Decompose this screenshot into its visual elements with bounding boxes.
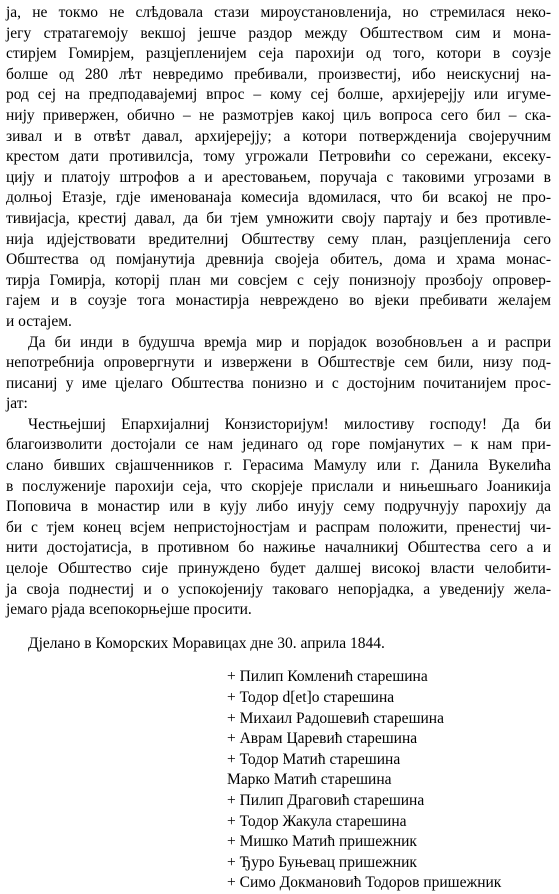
- text-line: целоје Обштество сије принуждено будет далшеј високој власти челобити-: [6, 560, 551, 578]
- text-line: нију привержен, обично – не размотрјев какој циљ вопроса сего бил – ска-: [6, 106, 551, 124]
- text-line: Да би инди в будушча времја мир и порјадок возобновљен а и распри: [28, 333, 551, 351]
- text-line: непотребнија опровергнути и извержени в Обштествје сем били, низу под-: [6, 354, 551, 372]
- closing-line: Дјелано в Коморских Моравицах дне 30. априла 1844.: [28, 634, 385, 652]
- signature-line: + Тодор Жакула старешина: [227, 812, 407, 830]
- paragraph-request: [6, 333, 551, 415]
- text-line: Обштества од помјанутија древнија својеја обитељ, дома и храма монас-: [6, 251, 551, 269]
- signature-line: + Пилип Комленић старешина: [227, 668, 428, 686]
- text-line: зивал и в отвѣт давал, архијерејју; а котори потвержденија својеручним: [6, 127, 551, 145]
- text-line: стирјем Гомирјем, разцјепленијем сеја парохији од того, котори в соузје: [6, 45, 551, 63]
- signature-list: [6, 667, 551, 894]
- text-line: долњој Етазје, гдје именованаја комесија вдомилася, что би всакој не про-: [6, 189, 551, 207]
- text-line: јегу стратагемоју векшој јешче раздор между Обштеством сим и мона-: [6, 24, 551, 42]
- text-line: ја своја поднестиј и о успокојенију таковаго непорјадка, а уведенију жела-: [6, 580, 551, 598]
- signature-line: Марко Матић старешина: [227, 771, 392, 789]
- text-line: и остајем.: [6, 312, 72, 330]
- paragraph-continuation: [6, 3, 551, 333]
- signature-line: + Симо Докмановић Тодоров пришежник: [227, 874, 502, 892]
- text-line: слано бивших свјашченников г. Герасима Мамулу или г. Данила Вукелића: [6, 457, 551, 475]
- text-line: в послуженије парохији сеја, что скорјеје прислали и нињешњаго Јоаникија: [6, 477, 551, 495]
- signature-line: + Мишко Матић пришежник: [227, 833, 417, 851]
- text-line: гајем и в соузје тога монастирја невреждено во вјеки пребивати желајем: [6, 292, 551, 310]
- text-line: благоизволити достојали се нам јединаго од горе помјанутих – к нам при-: [6, 436, 551, 454]
- text-line: јемаго рјада всепокорњејше просити.: [6, 601, 252, 619]
- text-line: тирја Гомирја, которij план ми совсјем с сеју понизноју прозбоју опровер-: [6, 271, 551, 289]
- text-line: крестом дати противилсја, тому угрожали Петровићи со сережани, ексеку-: [6, 148, 551, 166]
- signature-line: + Ђуро Буњевац пришежник: [227, 853, 417, 871]
- text-line: нити достојатисја, в противном бо нажиње началникиј Обштества сего а и: [6, 539, 551, 557]
- text-line: болше од 280 лѣт невредимо пребивали, произвестиј, ибо неискусниј на-: [6, 65, 551, 83]
- text-line: јат:: [6, 395, 28, 413]
- text-line: Честњејшиј Епархијалниј Конзисторијум! милостиву господу! Да би: [28, 415, 551, 433]
- text-line: Поповича в монастир или в кују либо инују сему подручнују парохију да: [6, 498, 551, 516]
- text-line: род сеј на предподавајемиј впрос – кому сеј болше, архијерејју или игуме-: [6, 86, 551, 104]
- signature-line: + Тодор d[et]o старешина: [227, 689, 395, 706]
- text-line: би с тјем конец всјем непристојностјам и распрам положити, пренестиј чи-: [6, 518, 551, 536]
- signature-line: + Аврам Царевић старешина: [227, 730, 418, 748]
- text-line: писаниј у име цјелаго Обштества понизно и с достојним почитанијем прос-: [6, 374, 551, 392]
- signature-line: + Пилип Драговић старешина: [227, 791, 425, 809]
- paragraph-petition: [6, 415, 551, 621]
- text-line: цију и платоју штрофов а и арестовањем, поручаја с таковими угрозами в: [6, 168, 551, 186]
- text-line: ја, не токмо не слѣдовала стази мироустановленија, но стремилася неко-: [6, 4, 551, 21]
- text-line: тивијасја, крестиј давал, да би тјем умножити своју партају и без противле-: [6, 209, 551, 227]
- signature-line: + Тодор Матић старешина: [227, 750, 401, 768]
- text-line: нија идјејствовати вредителниј Обштеству сему план, разцјепленија сего: [6, 230, 551, 248]
- signature-line: + Михаил Радошевић старешина: [227, 709, 444, 727]
